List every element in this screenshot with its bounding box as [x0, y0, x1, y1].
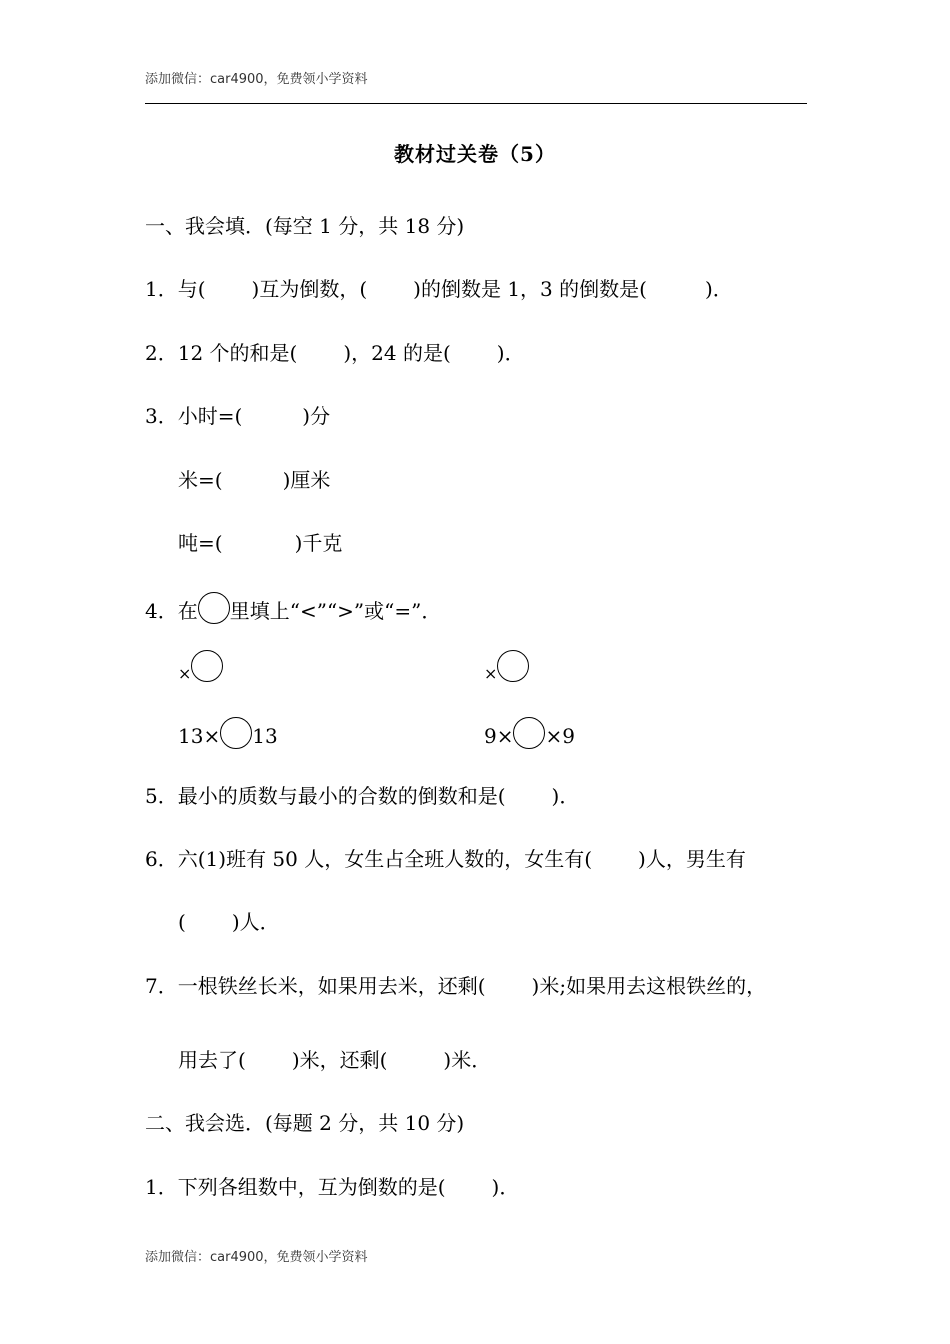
footer-note: 添加微信：car4900，免费领小学资料 [145, 1250, 368, 1265]
question-number: 2． [145, 341, 178, 365]
section2-heading: 二、我会选．(每题 2 分，共 10 分) [145, 1111, 465, 1135]
question-6-line-2 [178, 908, 280, 936]
question-text: 12 个的和是( [177, 341, 298, 365]
question-7 [145, 972, 766, 1000]
question-text: )人，男生有 [638, 847, 746, 871]
compare-text: × [484, 664, 498, 683]
question-text: 里填上“<”“>”或“=”． [229, 599, 442, 623]
question-6 [145, 845, 746, 873]
header-note: 添加微信：car4900，免费领小学资料 [145, 72, 368, 87]
question-text: )． [704, 277, 733, 301]
question-text: 六(1)班有 50 人，女生占全班人数的，女生有( [177, 847, 593, 871]
question-text: 与( [177, 277, 206, 301]
question-text: 最小的质数与最小的合数的倒数和是( [177, 784, 506, 808]
page-title: 教材过关卷（5） [394, 142, 556, 166]
compare-text: ×9 [545, 724, 575, 748]
question-number: 1． [145, 1175, 178, 1199]
question-number: 6． [145, 847, 178, 871]
compare-item-4 [484, 717, 575, 750]
compare-text: 13 [252, 724, 278, 748]
question-1 [145, 275, 733, 303]
compare-text: × [178, 664, 192, 683]
question-number: 3． [145, 404, 178, 428]
compare-circle[interactable] [220, 717, 252, 749]
question-text: )． [551, 784, 580, 808]
question-number: 5． [145, 784, 178, 808]
compare-circle[interactable] [497, 650, 529, 682]
question-text: ( [178, 910, 186, 934]
question-3-line-2 [178, 466, 330, 494]
compare-item-2 [484, 650, 529, 688]
question-number: 7． [145, 974, 178, 998]
question-text: )，24 的是( [343, 341, 451, 365]
question-text: )的倒数是 1，3 的倒数是( [413, 277, 647, 301]
section1-heading: 一、我会填．(每空 1 分，共 18 分) [145, 214, 465, 238]
compare-circle[interactable] [191, 650, 223, 682]
question-text: )分 [302, 404, 331, 428]
question-5 [145, 782, 579, 810]
question-3-line-3 [178, 529, 342, 557]
compare-text: 13× [178, 724, 221, 748]
header-rule [145, 103, 807, 104]
question-text: )米，还剩( [291, 1048, 388, 1072]
question-text: )． [496, 341, 525, 365]
question-text: )． [491, 1175, 520, 1199]
question-text: 小时=( [177, 404, 243, 428]
question-text: 米=( [178, 468, 223, 492]
question-text: 在 [177, 599, 198, 623]
question-text: 下列各组数中，互为倒数的是( [177, 1175, 446, 1199]
compare-text: 9× [484, 724, 514, 748]
question-7-line-2 [178, 1046, 491, 1074]
question-text: 用去了( [178, 1048, 246, 1072]
question-number: 4． [145, 599, 178, 623]
question-text: )人． [231, 910, 280, 934]
compare-item-3 [178, 717, 278, 750]
compare-item-1 [178, 650, 223, 688]
question-text: 一根铁丝长米，如果用去米，还剩( [177, 974, 486, 998]
section2-question-1 [145, 1173, 519, 1201]
question-text: )米;如果用去这根铁丝的， [531, 974, 767, 998]
question-number: 1． [145, 277, 178, 301]
question-text: 吨=( [178, 531, 223, 555]
question-4 [145, 592, 441, 625]
question-text: )米． [443, 1048, 492, 1072]
compare-circle[interactable] [513, 717, 545, 749]
question-text: )千克 [294, 531, 343, 555]
question-3 [145, 402, 330, 430]
compare-circle-example [198, 592, 230, 624]
question-text: )互为倒数，( [251, 277, 368, 301]
question-2 [145, 339, 525, 367]
question-text: )厘米 [282, 468, 331, 492]
